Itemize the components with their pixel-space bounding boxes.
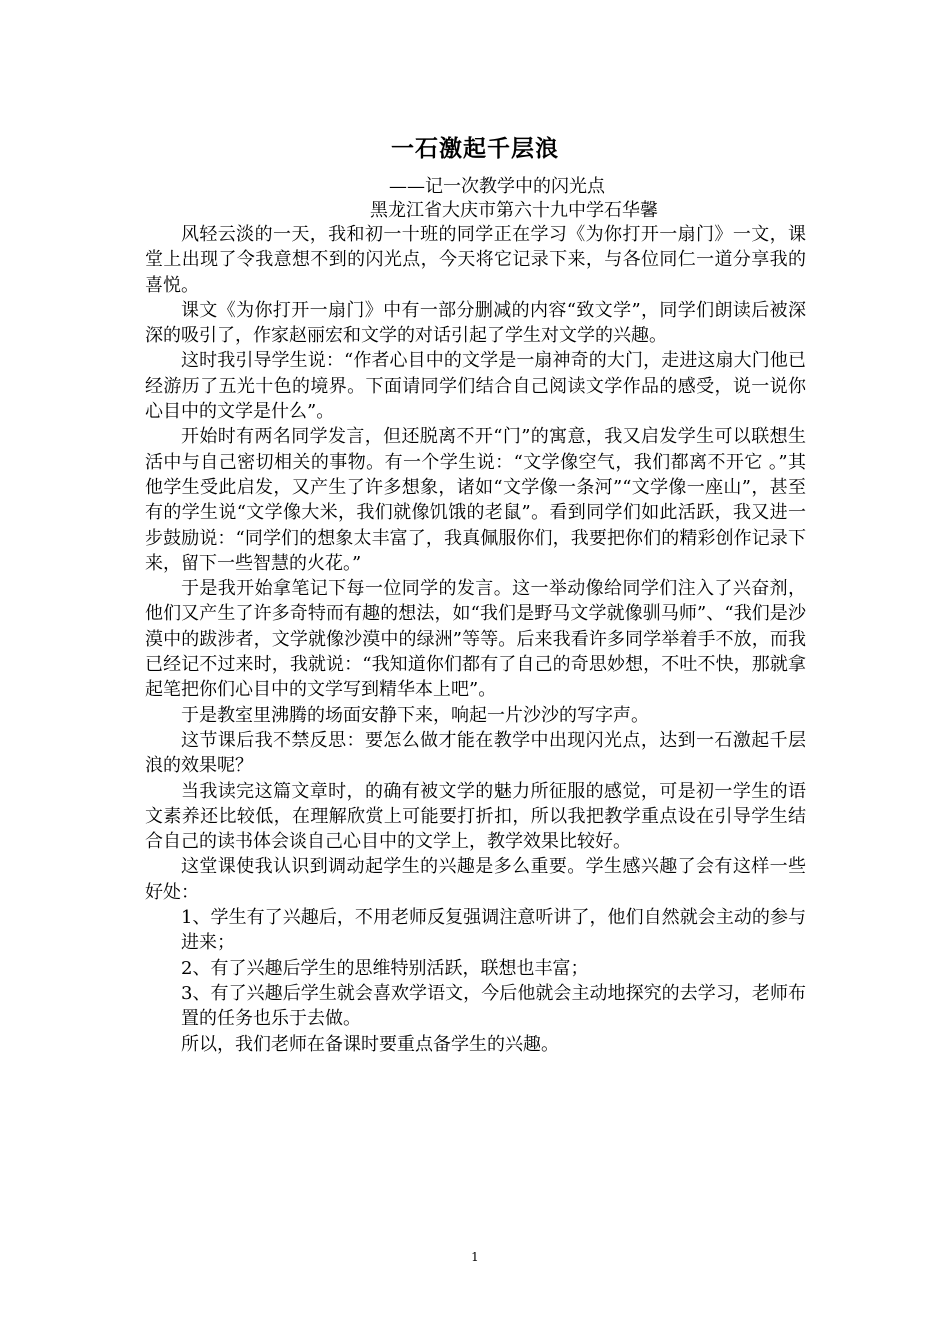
paragraph: 这堂课使我认识到调动起学生的兴趣是多么重要。学生感兴趣了会有这样一些好处： [145,856,806,903]
document-title: 一石激起千层浪 [391,135,559,162]
document-body [145,222,806,1057]
paragraph: 当我读完这篇文章时，的确有被文学的魅力所征服的感觉，可是初一学生的语文素养还比较低，在理解欣赏上可能要打折扣，所以我把教学重点设在引导学生结合自己的读书体会谈自己心目中的文学上，教学效果比较好。 [145,780,806,853]
document-subtitle: ——记一次教学中的闪光点 [389,176,605,197]
list-item: 1、学生有了兴趣后，不用老师反复强调注意听讲了，他们自然就会主动的参与进来； [181,907,806,954]
paragraph: 开始时有两名同学发言，但还脱离不开“门”的寓意，我又启发学生可以联想生活中与自己密切相关的事物。有一个学生说：“文学像空气，我们都离不开它 。”其他学生受此启发，又产生了许多想象，诸如“文学像一条河”“文学像一座山”，甚至有的学生说“文学像大米，我们就像饥饿的老鼠”。看到同学们如此活跃，我又进一步鼓励说：“同学们的想象太丰富了，我真佩服你们，我要把你们的精彩创作记录下来，留下一些智慧的火花。” [145,426,806,574]
page-number: 1 [471,1250,479,1264]
paragraph: 于是我开始拿笔记下每一位同学的发言。这一举动像给同学们注入了兴奋剂，他们又产生了许多奇特而有趣的想法，如“我们是野马文学就像驯马师”、“我们是沙漠中的跋涉者，文学就像沙漠中的绿洲”等等。后来我看许多同学举着手不放，而我已经记不过来时，我就说：“我知道你们都有了自己的奇思妙想，不吐不快，那就拿起笔把你们心目中的文学写到精华本上吧”。 [145,578,806,701]
author-line: 黑龙江省大庆市第六十九中学石华馨 [370,200,658,221]
paragraph: 这时我引导学生说：“作者心目中的文学是一扇神奇的大门，走进这扇大门他已经游历了五光十色的境界。下面请同学们结合自己阅读文学作品的感受，说一说你心目中的文学是什么”。 [145,350,806,423]
paragraph: 于是教室里沸腾的场面安静下来，响起一片沙沙的写字声。 [181,704,649,726]
paragraph: 风轻云淡的一天，我和初一十班的同学正在学习《为你打开一扇门》一文，课堂上出现了令我意想不到的闪光点，今天将它记录下来，与各位同仁一道分享我的喜悦。 [145,224,806,296]
list-item: 3、有了兴趣后学生就会喜欢学语文，今后他就会主动地探究的去学习，老师布置的任务也乐于去做。 [181,982,806,1030]
paragraph: 这节课后我不禁反思：要怎么做才能在教学中出现闪光点，达到一石激起千层浪的效果呢？ [145,729,806,777]
list-item: 2、有了兴趣后学生的思维特别活跃，联想也丰富； [181,957,589,979]
paragraph: 课文《为你打开一扇门》中有一部分删减的内容“致文学”，同学们朗读后被深深的吸引了，作家赵丽宏和文学的对话引起了学生对文学的兴趣。 [145,299,806,347]
closing-paragraph: 所以，我们老师在备课时要重点备学生的兴趣。 [181,1033,559,1055]
